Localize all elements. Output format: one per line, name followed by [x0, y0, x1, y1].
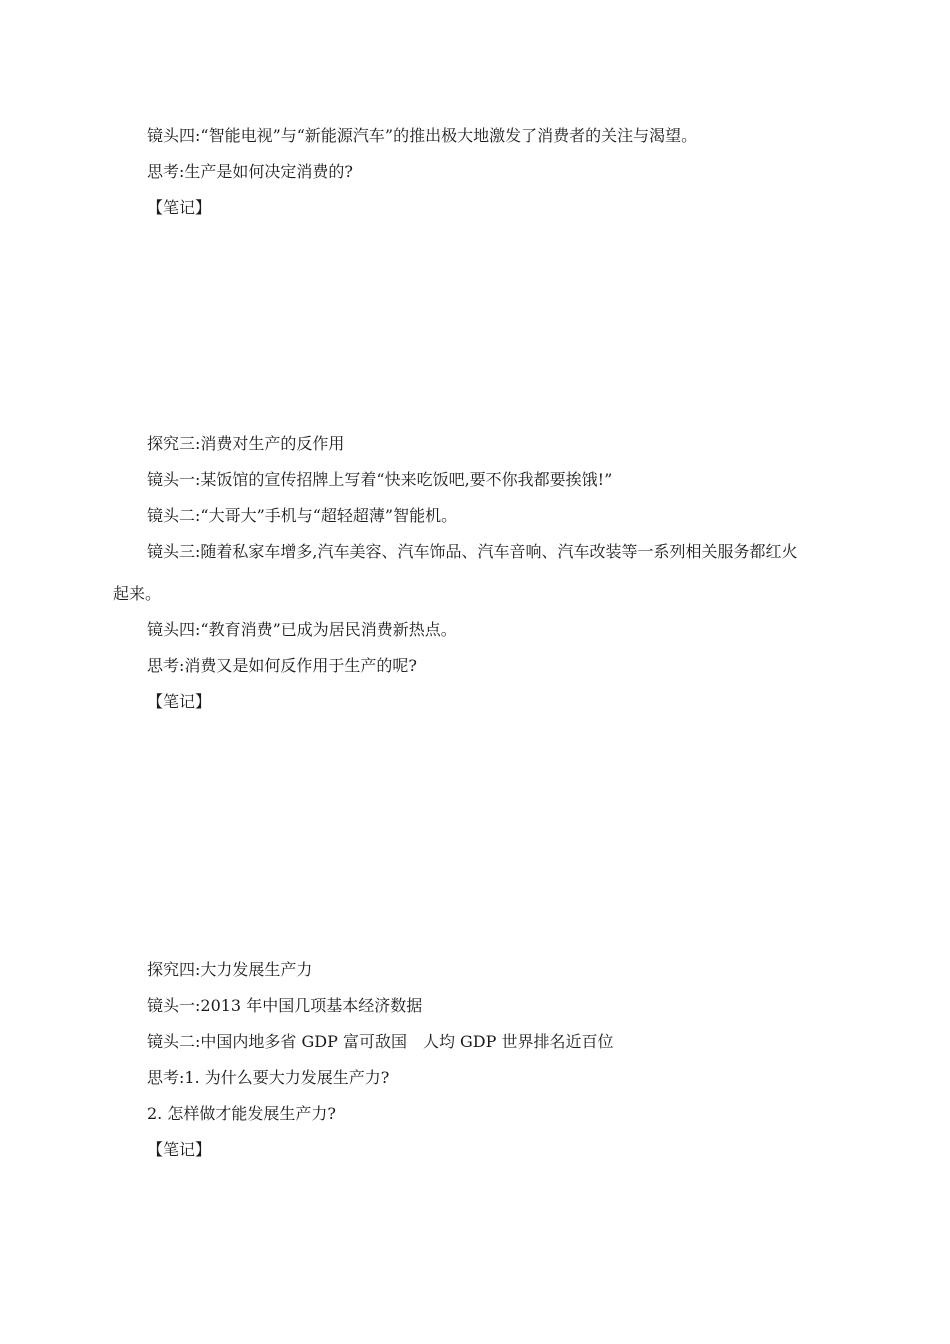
section4-question2: 2. 怎样做才能发展生产力?	[147, 1104, 336, 1123]
section2-notes: 【笔记】	[147, 198, 212, 217]
section3-scene3-continued: 起来。	[113, 584, 162, 603]
section3-question: 思考:消费又是如何反作用于生产的呢?	[147, 656, 417, 675]
section4-question1: 思考:1. 为什么要大力发展生产力?	[147, 1068, 390, 1087]
section3-title: 探究三:消费对生产的反作用	[147, 434, 345, 453]
section3-scene3: 镜头三:随着私家车增多,汽车美容、汽车饰品、汽车音响、汽车改装等一系列相关服务都红火	[147, 542, 798, 561]
section3-scene2: 镜头二:“大哥大”手机与“超轻超薄”智能机。	[147, 506, 458, 525]
section2-scene4: 镜头四:“智能电视”与“新能源汽车”的推出极大地激发了消费者的关注与渴望。	[147, 126, 698, 145]
section2-question: 思考:生产是如何决定消费的?	[147, 162, 353, 181]
section3-notes: 【笔记】	[147, 692, 212, 711]
section3-scene4: 镜头四:“教育消费”已成为居民消费新热点。	[147, 620, 457, 639]
section4-scene2: 镜头二:中国内地多省 GDP 富可敌国 人均 GDP 世界排名近百位	[147, 1032, 614, 1051]
section4-scene1: 镜头一:2013 年中国几项基本经济数据	[147, 996, 423, 1015]
section4-notes: 【笔记】	[147, 1140, 212, 1159]
section3-scene1: 镜头一:某饭馆的宣传招牌上写着“快来吃饭吧,要不你我都要挨饿!”	[147, 470, 613, 489]
section4-title: 探究四:大力发展生产力	[147, 960, 313, 979]
